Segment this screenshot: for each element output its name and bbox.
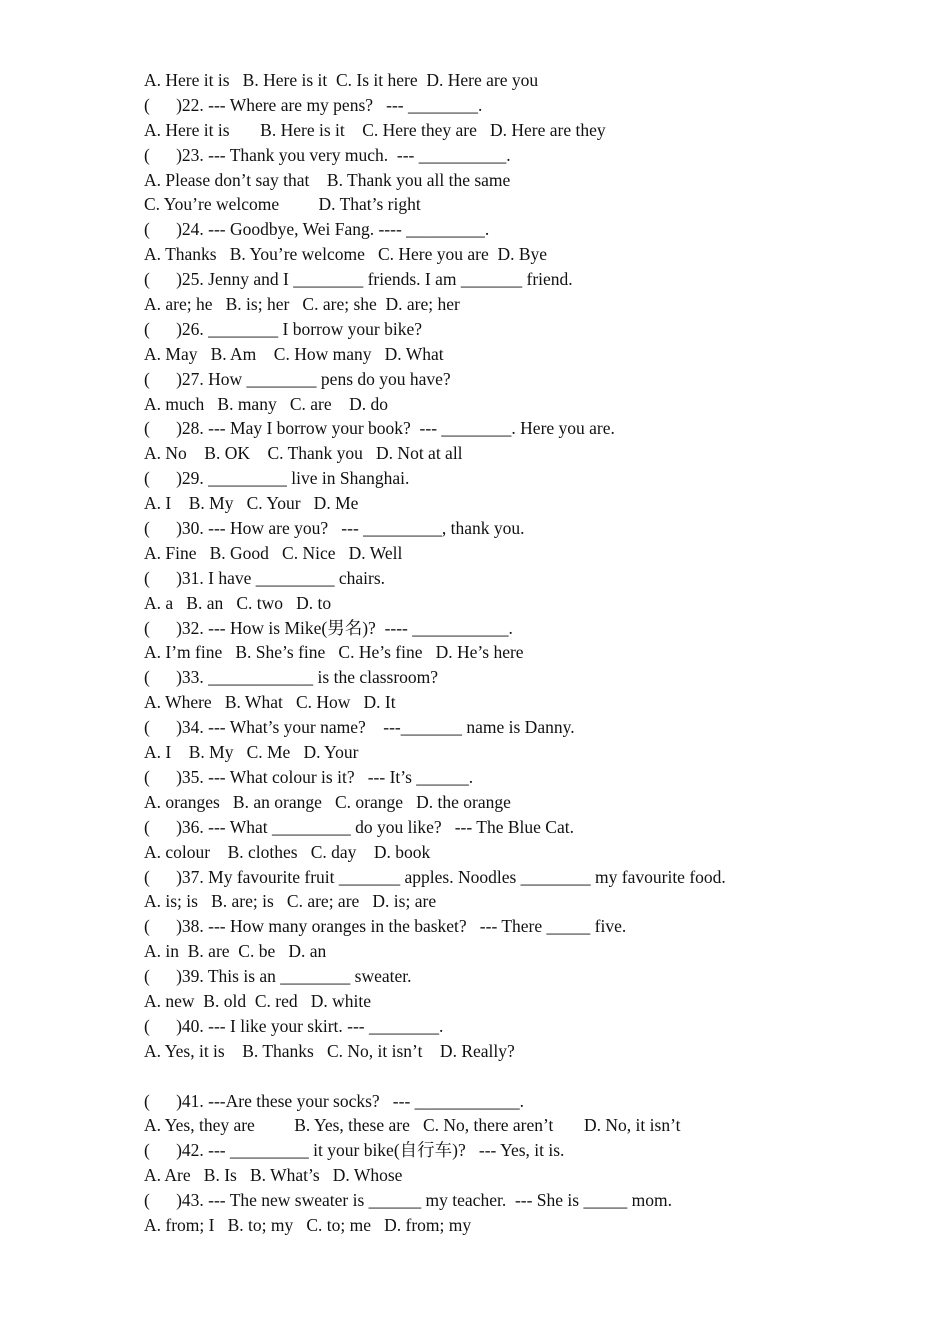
options-line: A. No B. OK C. Thank you D. Not at all: [144, 443, 463, 464]
options-line: A. Here it is B. Here is it C. Here they are D. Here are they: [144, 119, 606, 140]
options-line: A. colour B. clothes C. day D. book: [144, 841, 431, 862]
options-line: A. in B. are C. be D. an: [144, 941, 327, 962]
question-line: ( )38. --- How many oranges in the basket? --- There _____ five.: [144, 916, 627, 937]
options-line: A. Where B. What C. How D. It: [144, 692, 396, 713]
options-line: A. Fine B. Good C. Nice D. Well: [144, 542, 403, 563]
options-line: A. are; he B. is; her C. are; she D. are; her: [144, 294, 460, 315]
question-line: ( )35. --- What colour is it? --- It’s ______.: [144, 766, 474, 787]
options-line: A. oranges B. an orange C. orange D. the orange: [144, 791, 511, 812]
question-line: ( )26. ________ I borrow your bike?: [144, 318, 423, 339]
options-line: A. Here it is B. Here is it C. Is it here D. Here are you: [144, 70, 539, 90]
options-line: A. May B. Am C. How many D. What: [144, 343, 444, 364]
question-line: ( )24. --- Goodbye, Wei Fang. ---- _________.: [144, 219, 490, 240]
question-line: ( )39. This is an ________ sweater.: [144, 966, 412, 987]
options-line: A. from; I B. to; my C. to; me D. from; my: [144, 1214, 472, 1235]
question-line: ( )34. --- What’s your name? ---_______ name is Danny.: [144, 717, 575, 738]
options-line: A. Please don’t say that B. Thank you all the same: [144, 169, 511, 190]
exercise-text: [144, 68, 904, 1238]
options-line: C. You’re welcome D. That’s right: [144, 194, 421, 215]
options-line: A. I B. My C. Me D. Your: [144, 742, 359, 763]
question-line: ( )27. How ________ pens do you have?: [144, 368, 451, 389]
options-line: A. Are B. Is B. What’s D. Whose: [144, 1165, 403, 1186]
blank-line: [144, 1064, 904, 1089]
question-line: ( )43. --- The new sweater is ______ my teacher. --- She is _____ mom.: [144, 1190, 672, 1211]
options-line: A. new B. old C. red D. white: [144, 990, 371, 1011]
options-line: A. I B. My C. Your D. Me: [144, 493, 359, 514]
question-line: ( )40. --- I like your skirt. --- ________.: [144, 1015, 444, 1036]
question-line: ( )25. Jenny and I ________ friends. I am _______ friend.: [144, 269, 573, 290]
question-line: ( )31. I have _________ chairs.: [144, 567, 386, 588]
question-line: ( )33. ____________ is the classroom?: [144, 667, 439, 688]
options-line: A. much B. many C. are D. do: [144, 393, 388, 414]
question-line: ( )29. _________ live in Shanghai.: [144, 468, 410, 489]
question-line: ( )41. ---Are these your socks? --- ____________.: [144, 1090, 525, 1111]
question-line: ( )32. --- How is Mike(男名)? ---- ___________.: [144, 617, 513, 638]
question-line: ( )36. --- What _________ do you like? --- The Blue Cat.: [144, 816, 574, 837]
options-line: A. Yes, they are B. Yes, these are C. No, there aren’t D. No, it isn’t: [144, 1115, 681, 1136]
question-line: ( )30. --- How are you? --- _________, thank you.: [144, 518, 525, 539]
question-line: ( )23. --- Thank you very much. --- __________.: [144, 144, 511, 165]
options-line: A. I’m fine B. She’s fine C. He’s fine D. He’s here: [144, 642, 524, 663]
question-line: ( )42. --- _________ it your bike(自行车)? --- Yes, it is.: [144, 1140, 565, 1161]
options-line: A. a B. an C. two D. to: [144, 592, 332, 613]
question-line: ( )28. --- May I borrow your book? --- ________. Here you are.: [144, 418, 615, 439]
options-line: A. is; is B. are; is C. are; are D. is; are: [144, 891, 437, 912]
options-line: A. Yes, it is B. Thanks C. No, it isn’t D. Really?: [144, 1040, 515, 1061]
question-line: ( )22. --- Where are my pens? --- ________.: [144, 94, 483, 115]
options-line: A. Thanks B. You’re welcome C. Here you are D. Bye: [144, 244, 548, 265]
question-line: ( )37. My favourite fruit _______ apples. Noodles ________ my favourite food.: [144, 866, 726, 887]
